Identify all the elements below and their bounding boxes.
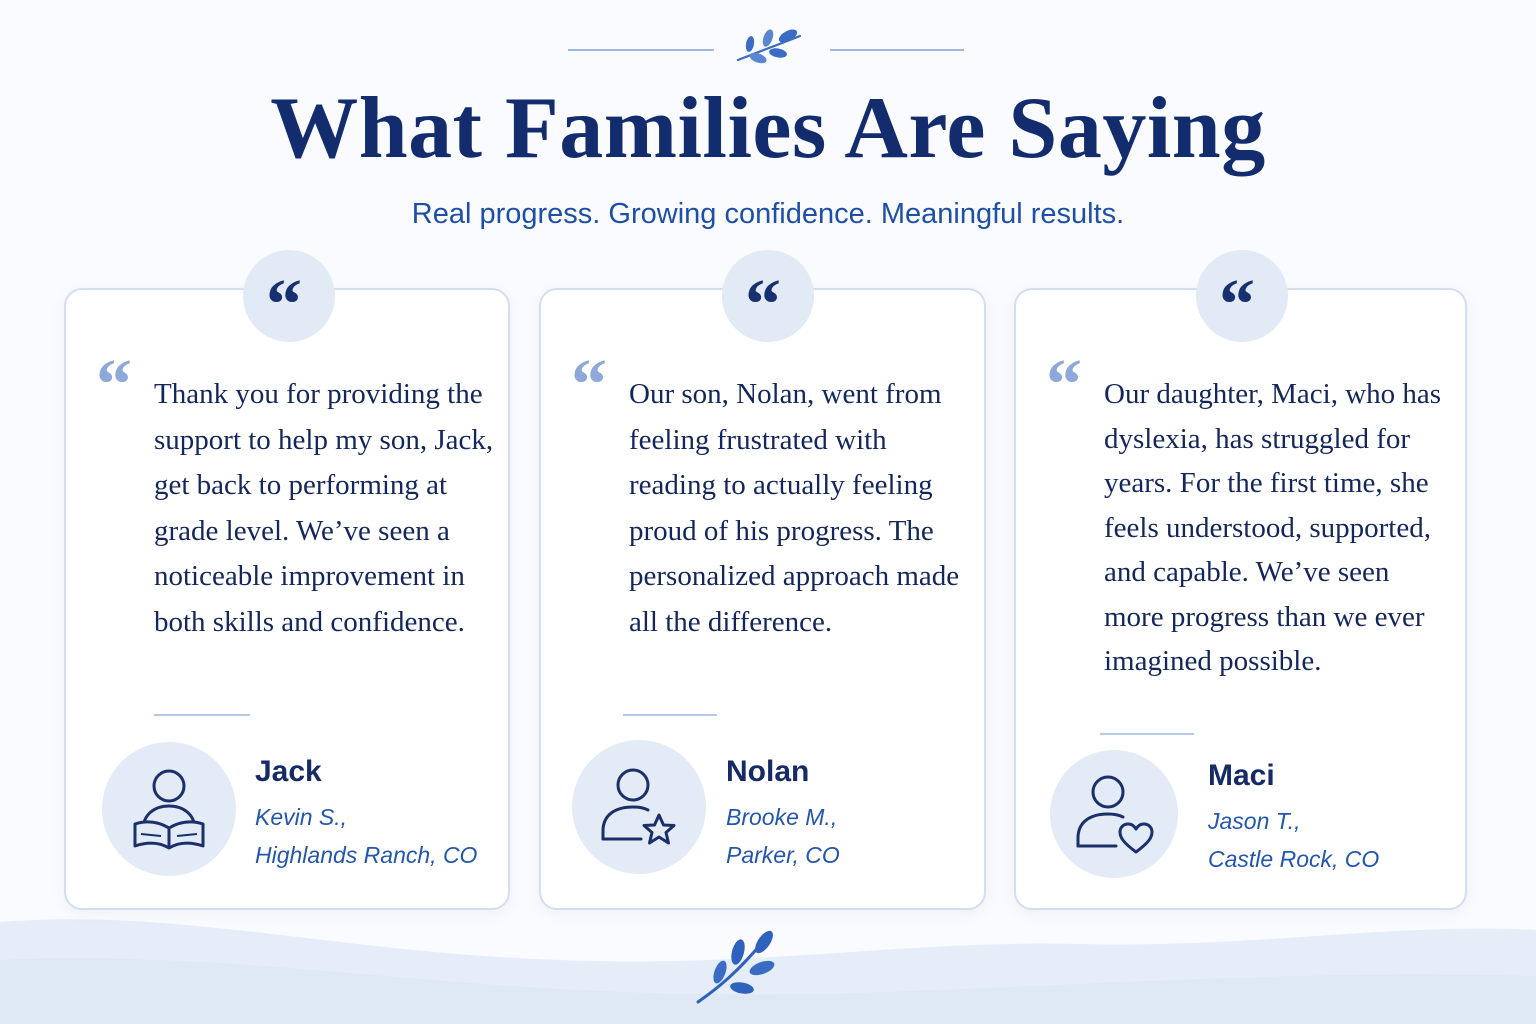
quote-mark-icon (1046, 354, 1094, 394)
testimonial-quote: Thank you for providing the support to help my son, Jack, get back to performing at grade level. We’ve seen a noticeable improvement in both skills and confidence. (154, 378, 494, 638)
author-name: Jason T., (1208, 808, 1301, 834)
avatar (1050, 750, 1178, 878)
quote-mark-icon (1217, 276, 1267, 316)
testimonial-quote: Our son, Nolan, went from feeling frustrated with reading to actually feeling proud of his progress. The personalized approach made all the difference. (629, 378, 960, 638)
author-location: Highlands Ranch, CO (255, 842, 478, 868)
testimonial-card-jack (64, 276, 510, 910)
testimonial-author (726, 798, 840, 874)
svg-text:“: “ (266, 276, 302, 316)
testimonial-quote: Our daughter, Maci, who has dyslexia, has struggled for years. For the first time, she feels understood, supported, and capable. We’ve seen more progress than we ever imagined possible. (1104, 378, 1442, 677)
author-location: Parker, CO (726, 842, 840, 868)
testimonial-card-nolan (539, 276, 986, 910)
page-subtitle: Real progress. Growing confidence. Meaningful results. (411, 198, 1125, 230)
quote-badge (243, 250, 335, 342)
testimonial-card-maci (1014, 276, 1467, 910)
quote-mark-icon (96, 354, 144, 394)
svg-text:“: “ (1219, 276, 1255, 316)
header-ornament (568, 22, 964, 70)
leaf-sprig-icon (690, 928, 782, 1008)
leaf-sprig-icon (738, 27, 800, 65)
author-name: Kevin S., (255, 804, 348, 830)
person-reading-book-icon (131, 764, 207, 854)
quote-badge (722, 250, 814, 342)
divider (623, 714, 717, 716)
student-name: Maci (1208, 759, 1275, 792)
author-location: Castle Rock, CO (1208, 846, 1380, 872)
person-star-icon (597, 765, 681, 849)
avatar (102, 742, 236, 876)
divider (1100, 733, 1194, 735)
testimonial-author (1208, 802, 1379, 878)
svg-text:“: “ (571, 354, 607, 394)
avatar (572, 740, 706, 874)
svg-text:“: “ (745, 276, 781, 316)
testimonial-author (255, 798, 477, 874)
student-name: Jack (255, 755, 322, 788)
quote-mark-icon (264, 276, 314, 316)
divider (154, 714, 250, 716)
author-name: Brooke M., (726, 804, 838, 830)
quote-mark-icon (571, 354, 619, 394)
quote-mark-icon (743, 276, 793, 316)
student-name: Nolan (726, 755, 810, 788)
svg-text:“: “ (96, 354, 132, 394)
quote-badge (1196, 250, 1288, 342)
page-title: What Families Are Saying (270, 80, 1266, 177)
person-heart-icon (1072, 772, 1156, 856)
svg-text:“: “ (1046, 354, 1082, 394)
